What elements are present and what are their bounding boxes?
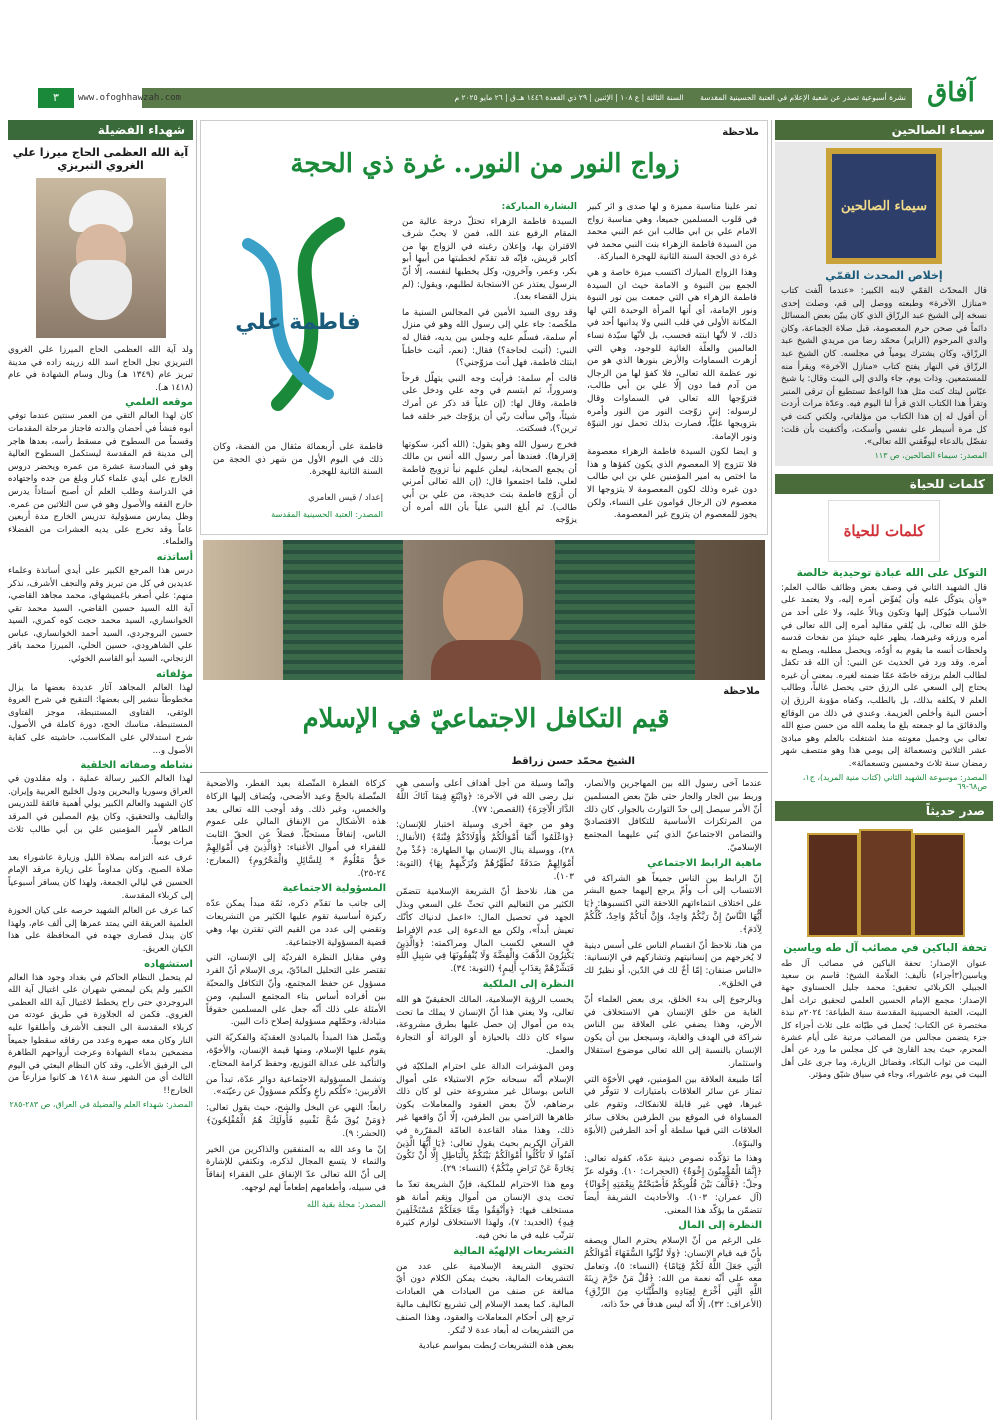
masthead bbox=[0, 0, 1000, 115]
section-header-book: صدر حديثاً bbox=[775, 801, 993, 821]
article2-divider bbox=[200, 772, 768, 773]
article2-c3-p3: وفي مقابل النظرة الفرديّة إلى الإنسان، التي تقتصر على التحليل المادّيّ، يرى الإسلام أنّ الفرد مسؤول عن حفظ المجتمع، وأنّ التكافل والمحبّة بين أفراده أساس بناء المجتمع السليم، ومن الأمثلة على ذلك أنّه جعل على المسلمين حقوقاً متبادلة، وحمّلهم مسؤولية إصلاح ذات البين. bbox=[206, 953, 386, 1028]
article2-c3-sub1: المسؤولية الاجتماعية bbox=[282, 883, 386, 895]
beard-icon bbox=[70, 260, 132, 320]
book-cover-icon bbox=[859, 829, 913, 937]
article2-c3-source: المصدر: مجلة بقية الله bbox=[306, 1198, 386, 1209]
article2-c1-sub1: ماهية الرابط الاجتماعي bbox=[647, 857, 762, 869]
page-number-badge: ٣ bbox=[38, 88, 74, 108]
martyr-portrait bbox=[36, 178, 166, 338]
siyma-source: المصدر: سيماء الصالحين، ص ١١٣ bbox=[874, 450, 987, 460]
martyr-source: المصدر: شهداء العلم والفضيلة في العراق، ص ٢٨٣-٢٨٥ bbox=[9, 1100, 193, 1110]
article2-c2-p5: ومن المؤشرات الدالة على احترام الملكيّة في الإسلام أنّه سبحانه حرّم الاستيلاء على أموال الناس بوسائل غير مشروعة حتى لو كان ذلك برضاهم، لأنّ بعض العقود والمعاملات يكون ظاهرها التراضي بين الطرفين، إلّا أنّ واقعها غير ذلك، وهذا مفاد القاعدة العامّة المقرّرة في القرآن الكريم بحيث يقول تعالى: ﴿يَا أَيُّهَا الَّذِينَ آمَنُوا لَا تَأْكُلُوا أَمْوَالَكُمْ بَيْنَكُمْ بِالْبَاطِلِ إِلَّا أَنْ تَكُونَ تِجَارَةً عَنْ تَرَاضٍ مِنْكُمْ﴾ (النساء: ٢٩). bbox=[396, 1061, 574, 1175]
martyr-p4: لهذا العالم الكبير رسالة عملية ، وله مقلدون في العراق وسوريا والبحرين ودول الخليج العربية وإيران. كان الشهيد والعالم الكبير يولي أهمية فائقة للتدريس والتأليف والتحقيق، وكان يؤم المصلين في المرقد الطاهر لأمير المؤمنين علي بن أبي طالب ثلاث مرات يومياً. bbox=[8, 774, 193, 848]
article2-c2-p3: من هنا، نلاحظ أنّ الشريعة الإسلامية تتضمّن الكثير من التعاليم التي تحثّ على السعي وبذل الجهد في تحصيل المال: «اعمل لدنياك كأنّك تعيش أبداً»، ولكن مع الدعوة إلى عدم الإفراط في السعي لكسب المال ومراكمته: ﴿وَالَّذِينَ يَكْنِزُونَ الذَّهَبَ وَالْفِضَّةَ وَلَا يُنْفِقُونَهَا فِي سَبِيلِ اللَّهِ فَبَشِّرْهُمْ بِعَذَابٍ أَلِيمٍ﴾ (التوبة: ٣٤). bbox=[396, 887, 574, 975]
book-cover-icon bbox=[913, 833, 965, 937]
article2-c3-p2: إلى جانب ما تقدّم ذكره، ثمّة مبدأ يمكن عدّه ركيزة أساسية تقوم عليها الكثير من التشريعات وتقضي إلى عدد من القيم التي تقترن بها، وهي قضية المسؤولية الاجتماعية. bbox=[206, 899, 386, 948]
martyr-sub-5: استشهاده bbox=[144, 958, 193, 970]
article-intro-p1: تمر علينا مناسبة مميزة و لها صدى و اثر كبير في قلوب المسلمين جميعا، وهي مناسبة زواج الامام علي بن ابي طالب ابن عم النبي محمد من السيدة فاطمة الزهراء بنت النبي محمد في غرة ذي الحجة السنة الثانية للهجرة المباركة. bbox=[587, 202, 757, 263]
article2-c1-p2: إنّ الرابط بين الناس جميعاً هو الشراكة في الانتساب إلى أب وأمّ يرجع إليهما جميع البشر على اختلاف انتماءاتهم اللاحقة التي اكتسبوها: ﴿يَا أَيُّهَا النَّاسُ إِنَّ رَبَّكُمْ وَاحِدٌ، وَإِنَّ أَبَاكُمْ وَاحِدٌ، كُلُّكُمْ لِآدَمَ﴾. bbox=[584, 873, 762, 935]
article2-label: ملاحظة bbox=[723, 686, 760, 697]
siyma-body: قال المحدّث القمّي لابنه الكبير: «عندما ألّفت كتاب «منازل الآخرة» وطبعته ووصل إلى قم، وصلت إحدى نسخه إلى الشيخ عبد الرزّاق الذي كان يبيّن بعض المسائل دائماً في صحن حرم المعصومة، قبل صلاة الجماعة، وكان والدي المرحوم (الزاير) محمّد رضا من مريدي الشيخ عبد الرزّاق، وكان يشترك يومياً في مجلسه. كان الشيخ عبد الرزّاق في النهار يفتح كتاب «منازل الآخرة» ويقرأ منه للمستمعين. وذات يوم، جاء والدي إلى البيت وقال: يا شيخ عبّاس ليتك كنت مثل هذا الواعظ تستطيع أن ترقى المنبر وتقرأ هذا الكتاب الذي قرأ لنا اليوم فيه. وعدّة مرات أردت أن أقول له إن هذا الكتاب من مؤلفاتي، ولكني كنت في كل مرة أسيطر على نفسي وأسكت، وأكتفيت بأن قلت: تفضّل بالدعاء ليوفّقني الله تعالى». bbox=[781, 286, 987, 448]
section-header-martyrs: شهداء الفضيلة bbox=[8, 120, 193, 140]
words-body: قال الشهيد الثاني في وصف بعض وظائف طالب العلم: «وأن يتوكّل عليه وأن يُفوِّض أمره إليه، ولا يعتمد على الأسباب فيُوكل إليها وتكون وبالاً عليه، ولا على أحد من خلق الله تعالى، بل يُلقي مقاليد أمره إلى الله تعالى في أمره ورزقه وغيرهما، يظهر عليه حينئذٍ من نفحات قدسه ولحظات أنسه ما يقوم به أوَدُه، ويحصل مطلبه، ويصلح به أمره. وقد ورد في الحديث عن النبي: أن الله قد تكفل لطالب العلم برزقه خاصّة عمّا ضمنه لغيره. بمعنى أن غيره يحتاج إلى السعي على الرزق حتى يحصل غالباً، وطالب العلم لا يكلفه بذلك، بل بالطلب، وكفاه مؤونة الرزق إن أحسن النية وأخلص العزيمة. وعندي في ذلك من الوقائع والدقائق ما لو جمعته بلغ ما يعلمه الله من حسن صنع الله تعالى بي وجميل معونته منذ اشتغلت بالعلم وهو مبادئ عشر الثلاثين وتسعمائة إلى يومي هذا وهو منتصف شهر رمضان سنة ثلاث وخمسين وتسعمائة». bbox=[781, 582, 987, 770]
martyr-sub-1: موقعه العلمي bbox=[125, 397, 193, 409]
article2-c3-p7: إنّ ما وعد الله به المنفقين والذاكرين من الخير والنماء لا يتسع المجال لذكره، ونكتفي للإشارة إلى أنّ الله تعالى عدّ الإنفاق على الفقراء إنفاقاً في سبيله، وأطعامهم إطعاماً لهم لوجهه. bbox=[206, 1144, 386, 1193]
words-box bbox=[775, 494, 993, 797]
column-rule bbox=[771, 120, 772, 1420]
martyr-sub-4: نشاطه وصفاته الخلقية bbox=[80, 760, 193, 772]
article-intro-p2: وهذا الزواج المبارك اكتسب ميزة خاصة و هي الجمع بين النبوة و الامامة حيث ان السيدة فاطمة الزهراء هي التي جمعت بين نور النبوة ونور الإمامة، أي أنها المرأة الوحيدة التي لها المكانة الأولى في قلب النبي ولا يدانيها أحد في ذلك، لا لأنّها ابنته فحسب، بل لأنّها سيّدة نساء العالمين والعلّة الغائية للوجود، وهي التي أزهرت السماوات والأرض بنورها الذي هو من نور عظمة الله تعالى، فلا كفؤ لها من الرجال من آدم فما دون إلّا علي بن أبي طالب، فتزوّجها الله تعالى في السماوات وقال لرسوله: إني زوّجت النور من النور وأمره بتزويجها عليّاً، فصارت بذلك تحمل نور النبوّة ونور الإمامة. bbox=[587, 267, 757, 442]
child-face bbox=[443, 560, 523, 650]
article-p7: فخرج رسول الله وهو يقول: (الله أكبر، سكوتها إقرارها). فعندها أمر رسول الله أنس بن مالك أن يجمع الصحابة، ليعلن عليهم نبأ تزويج فاطمة لعلي، فلما اجتمعوا قال: (إن الله تعالى أمرني أن أزوّج فاطمة بنت خديجة، من علي بن أبي طالب). ثم أبلغ النبي علياً بأن الله أمره أن يزوّجه bbox=[402, 439, 577, 526]
section-header-words: كلمات للحياة bbox=[775, 474, 993, 494]
calligraphy-svg bbox=[218, 204, 378, 434]
siyma-banner bbox=[826, 148, 942, 264]
calligraphy-text: فاطمة علي bbox=[235, 309, 361, 335]
right-column bbox=[775, 120, 993, 1420]
article2-c2-p4: يحسب الرؤية الإسلامية، المالك الحقيقيّ هو الله تعالى، ولا يعني هذا أنّ الإنسان لا يملك ما تحت يده من أموال إن حصل عليها بطرق مشروعة، سواء كان ذلك بالحيازة أو الوراثة أو التجارة والعمل. bbox=[396, 994, 574, 1056]
article2-c2-sub1: النظرة إلى الملكية bbox=[482, 978, 574, 990]
child-body bbox=[431, 640, 541, 680]
book-cover-icon bbox=[807, 833, 859, 937]
martyr-intro: ولد آية الله العظمى الحاج الميرزا علي الغروي التبريزي نجل الحاج اسد الله زرينه زاده في مدينة تبريز عام (١٣٤٩ هـ) ونال وسام الشهادة في عام (١٤١٨ هـ). bbox=[8, 345, 193, 393]
article-byline: إعداد / قيس العامري bbox=[308, 493, 383, 503]
article-intro-p3: و ايضا لكون السيدة فاطمة الزهراء معصومة فلا تتزوج إلا المعصوم الذي يكون كفؤها و هذا ما اختص به امير المؤمنين علي بن ابي طالب دون غيره وذلك لكون المعصومة لا يتزوجها الا معصوم لان الرجال قوامون على النساء، ولكن يجوز للمعصوم ان يتزوج غير المعصومة. bbox=[587, 447, 757, 521]
book-body: عنوان الإصدار: تحفة الباكين في مصائب آل طه وياسين(٣أجزاء) تأليف: العلّامة الشيخ: قاسم بن سعيد الجبيلي الكربلائي تحقيق: محمد جليل الحسناوي جهة الإصدار: مجمع الإمام الحسين العلمي لتحقيق تراث أهل البيت، العتبة الحسينية المقدسة سنة الطباعة: ٢٠٢٤م نبذة مختصرة عن الكتاب: يُحمل في طيّاته على ثلاث أجزاء كل جزء يتضمن مجالس من المصائب مرتبة على أيام عشرة المحرم، حيث يجد القارئ في كل مجلس ما ورد عن أهل البيت من ثواب البكاء، وفضائل الزيارة، وما جرى على أهل البيت في يوم عاشوراء، وجاء في سياق شيّق ومؤثر. bbox=[781, 957, 987, 1080]
article2-c1-p1: عندما آخى رسول الله بين المهاجرين والأنصار، وربط بين الجار والجار حتى ظنّ بعض المسلمين أنّ الأمر سيصل إلى حدّ التوارث بالجوار، كان ذلك من المرتكزات الأساسية للتكافل الاقتصاديّ والتضامن الاجتماعيّ الذي بُني عليهما المجتمع الإسلاميّ. bbox=[584, 779, 762, 853]
masthead-issue-info: السنة الثالثة | ع ١٠٨ | الإثنين | ٢٩ ذي القعدة ١٤٤٦ هـ.ق | ٢٦ مايو ٢٠٢٥ م bbox=[454, 93, 684, 102]
article2-c1-p7: على الرغم من أنّ الإسلام يحترم المال ويصفه بأنّ فيه قيام الإنسان: ﴿وَلَا تُؤْتُوا السُّفَهَاءَ أَمْوَالَكُمُ الَّتِي جَعَلَ اللَّهُ لَكُمْ قِيَامًا﴾ (النساء: ٥)، وتعامل معه على أنّه نعمة من الله: ﴿قُلْ مَنْ حَرَّمَ زِينَةَ اللَّهِ الَّتِي أَخْرَجَ لِعِبَادِهِ وَالطَّيِّبَاتِ مِنَ الرِّزْقِ﴾ (الأعراف: ٣٢)، إلّا أنّه ليس هدفاً في حدّ ذاته، bbox=[584, 1236, 762, 1311]
article2-title: قيم التكافل الاجتماعيّ في الإسلام bbox=[302, 704, 670, 734]
article2-c1-p5: أمّا طبيعة العلاقة بين المؤمنين، فهي الأخوّة التي تمتاز عن سائر العلاقات بامتيازات لا تتوفّر في غيرها، فهي غير قابلة للانفكاك، وتقوم على المساواة في الموقع بين الطرفين بخلاف سائر العلاقات التي فيها سلطة أو أحد الطرفين (الأبوّة والبنوّة). bbox=[584, 1074, 762, 1149]
column-rule bbox=[196, 120, 197, 1420]
words-logo-text: كلمات للحياة bbox=[843, 521, 925, 540]
article2-c2-sub2: التشريعات الإلهيّة المالية bbox=[453, 1245, 574, 1257]
article2-c3-p5: وتشمل المسؤولية الاجتماعية دوائر عدّة، تبدأ من الأقربين: «كلّكم راعٍ وكلّكم مسؤولٌ عن رعيّته». bbox=[206, 1074, 386, 1098]
article2-c1-sub2: النظرة إلى المال bbox=[678, 1220, 762, 1232]
article-p8: فاطمة على أربعمائة مثقال من الفضة، وكان ذلك في اليوم الأول من شهر ذي الحجة من السنة الثانية للهجرة. bbox=[213, 442, 383, 478]
martyr-p7: لم يتحمل النظام الحاكم في بغداد وجود هذا العالم الكبير ولم يكن ليمضي شهران على اغتيال آية الله البروجردي حتى راح يخطط لاغتيال آية الله العظمى الغروي. فكمن له الجلاوزة في طريق عودته من كربلاء المقدسة الى النجف الأشرف وأطلقوا عليه النار وكان معه صهره وعدد من رفاقه سقطوا جميعاً مضمخين بدماء الشهادة وعرجت أرواحهم الطاهرة الى الرفيق الأعلى، وقد كان النظام البعثي في اليوم الثالث أي من الشهر سنة ١٤١٨ هـ كانوا مزارعاً من الخارج!! bbox=[8, 972, 193, 1096]
siyma-banner-text: سيماء الصالحين bbox=[841, 198, 927, 214]
article2-col1 bbox=[584, 778, 762, 1418]
left-column bbox=[8, 120, 193, 1420]
article2-c2-p2: وهو من جهة أخرى وسيلة اختبار للإنسان: ﴿وَاعْلَمُوا أَنَّمَا أَمْوَالُكُمْ وَأَوْلَادُكُمْ فِتْنَةٌ﴾ (الأنفال: ٢٨)، ووسيلة ينال الإنسان بها الطهارة: ﴿خُذْ مِنْ أَمْوَالِهِمْ صَدَقَةً تُطَهِّرُهُمْ وَتُزَكِّيهِمْ بِهَا﴾ (التوبة: ١٠٣). bbox=[396, 820, 574, 882]
child-photo bbox=[203, 540, 765, 680]
martyr-p3: لهذا العالم المجاهد آثار عديدة بعضها ما يزال مخطوطاً ننشير إلى بعضها: التنقيح في شرح العروة الوثقى، الفتاوى المستنبطة، موجز الفتاوى المستنبطة، مناسك الحج، دورة كاملة في الأصول، شرح استدلالي على المكاسب، حاشيته على كفاية الأصول و... bbox=[8, 682, 193, 756]
martyr-p6: كما عرف عن العالم الشهيد حرصه على كيان الحوزة العلمية العريقة التي يمتد عمرها إلى ألف عام، ولهذا كان يبذل قصارى جهده في المحافظة على هذا الكيان العريق. bbox=[8, 906, 193, 954]
article2-col3 bbox=[206, 778, 386, 1418]
martyr-p1: كان لهذا العالم التقي من العمر سنتين عندما توفي أبوه فنشأ في أحضان والدته فاجتاز مرحلة المقدمات وقسماً من السطوح في مسقط رأسه، بعدها هاجر إلى مدينة قم المقدسة ليستكمل السطوح العالية وهو في السادسة عشرة من عمره ويحضر دروس الخارج على أيدي علماء كبار وبلغ من جده واجتهاده في الدراسة وطلب العلم أن أصبح أستاذاً يدرس خارج الفقه والأصول وهو في سن الثلاثين من عمره. وظل يمارس مسؤولية تدريس الخارج مدة أربعين عاماً وقد تخرج على يديه العشرات من الفضلاء والعلماء. bbox=[8, 411, 193, 548]
siyma-subtitle: إخلاص المحدث القمّي bbox=[825, 269, 943, 282]
article-sub-bushra: البشارة المباركة: bbox=[501, 202, 577, 212]
article2-c1-p3: من هنا، نلاحظ أنّ انقسام الناس على أسس دينية لا يُخرجهم من إنسانيتهم وتشاركهم في الإنسانية: «الناس صنفان: إمّا أخٌ لك في الدّين، أو نظيرٌ لك في الخلق». bbox=[584, 940, 762, 989]
article-intro bbox=[587, 201, 757, 531]
article-title: زواج النور من النور.. غرة ذي الحجة bbox=[290, 149, 680, 179]
martyr-p2: درس هذا المرجع الكبير على أيدي أساتذة وعلماء عديدين في كل من تبريز وقم والنجف الأشرف، نذكر منهم: علي أصغر باغميشهاي، محمد مجاهد القاضي، آية الله السيد حسين القاضي، السيد محمد تقي الخوانساري، السيد محمد حجت كوه كمري، السيد حسين البروجردي، السيد أحمد الخوانساري، عباس علي الشاهرودي، حسين الحلي، الميرزا محمد باقر الزنجاني، السيد أبو القاسم الخوئي. bbox=[8, 565, 193, 665]
article-solidarity bbox=[200, 684, 768, 1422]
article2-c2-p7: تحتوي الشريعة الإسلامية على عدد من التشريعات المالية، بحيث يمكن الكلام دون أيّ مبالغة عن صنف من العبادات هي العبادات المالية. كما يعمد الإسلام إلى تشريع تكاليف مالية ترجع إلى أحكام المعاملات والعقود، وهذا الصنف من التشريعات له أبعاد عدة لا تُنكر. bbox=[396, 1261, 574, 1336]
words-title: التوكل على الله عبادة توحيدية خالصة bbox=[796, 566, 987, 579]
book-title: تحفة الباكين في مصائب آل طه وياسين bbox=[783, 941, 987, 954]
book-covers bbox=[799, 827, 969, 937]
window-shutters bbox=[283, 540, 403, 680]
article2-c3-p1: كزكاة الفطرة المتّصلة بعيد الفطر، والأضحية المتّصلة بالحجّ وعيد الأضحى، ويُضاف إليها الزكاة والخمس، وغير ذلك. وقد أوجب الله تعالى بعد هذه الأشكال من الإنفاق المالي على عموم الناس، إنفاقاً مستحبّاً، فضلاً عن الحقّ الثابت للفقراء في أموال الأغنياء: ﴿وَالَّذِينَ فِي أَمْوَالِهِمْ حَقٌّ مَعْلُومٌ * لِلسَّائِلِ وَالْمَحْرُومِ﴾ (المعارج: ٢٤-٢٥). bbox=[206, 779, 386, 879]
martyr-sub-2: أساتذته bbox=[156, 551, 193, 563]
book-box bbox=[775, 821, 993, 1087]
masthead-tagline: نشرة أسبوعية تصدر عن شعبة الإعلام في العتبة الحسينية المقدسة bbox=[700, 93, 906, 102]
article2-c2-p8: بعض هذه التشريعات رُبطت بمواسم عبادية bbox=[418, 1341, 574, 1352]
article-p4: السيدة فاطمة الزهراء تحتلّ درجة عالية من المقام الرفيع عند الله، فمن لا يحبّ شرف الاقتران بها، وإعلان رغبته في الزواج بها من أكابر قريش، فإنّه قد تقدّم لخطبتها من أبيها أبو بكر، وعمر، وآخرون، وكل يخطبها لنفسه، إلّا أنّ الرسول يعتذر عن الاستجابة لطلبهم، ويقول: (لم ينزل القضاء بعد). bbox=[402, 216, 577, 303]
martyr-sub-3: مؤلفاته bbox=[156, 668, 193, 680]
article-marriage bbox=[200, 120, 768, 535]
website-url[interactable]: www.ofoghhawzah.com bbox=[78, 93, 181, 103]
article-body-col2 bbox=[402, 201, 577, 531]
article2-c3-p6: رابعاً: النهي عن البخل والشح، حيث يقول تعالى: ﴿وَمَنْ يُوقَ شُحَّ نَفْسِهِ فَأُولَئِكَ هُمُ الْمُفْلِحُونَ﴾ (الحشر: ٩). bbox=[206, 1103, 386, 1139]
masthead-bar bbox=[142, 88, 912, 108]
article-p6: قالت أم سلمة: فرأيت وجه النبي يتهلّل فرحاً وسروراً، ثم ابتسم في وجه علي ودخل على فاطمة، وقال لها: (إن علياً قد ذكر عن أمرك شيئاً، وإنّي سألت ربّي أن يزوّجك خير خلقه فما ترين؟)، فسكتت. bbox=[402, 373, 577, 435]
article-p5: وقد روى السيد الأمين في المجالس السنية ما ملخّصه: جاء علي إلى رسول الله وهو في منزل أم سلمة، فسلّم عليه وجلس بين يديه، فقال له النبي: (أتيت لحاجة؟) فقال: (نعم، أتيت خاطباً ابنتك فاطمة، فهل أنت مزوّجني؟) bbox=[402, 307, 577, 369]
article2-c3-p4: ويتّصل هذا المبدأ بالمبادئ العقديّة والفكريّة التي يقوم عليها الإسلام، ومنها قيمة الإنسان، والأخوّة، والتأكيد على عدالة التوزيع، وحفظ كرامة المحتاج. bbox=[206, 1033, 386, 1069]
siyma-box bbox=[775, 142, 993, 466]
article2-c1-p4: وبالرجوع إلى بدء الخلق، يرى بعض العلماء أنّ الغاية من خلق الإنسان هي الاستخلاف في الأرض، وهذا يضفي على العلاقة بين الناس شراكة في الهدف والغاية، وسيجعل بين أن يكون الإنسان بالنسبة إلى الله تعالى موضوع استقلال واستثمار. bbox=[584, 994, 762, 1069]
article2-author: الشيخ محمّد حسن زراقط bbox=[511, 756, 635, 767]
words-logo bbox=[828, 500, 940, 562]
section-header-siyma: سيماء الصالحين bbox=[775, 120, 993, 140]
article2-c2-p1: وإنّما وسيلة من أجل أهداف أعلى وأسمى هي نيل رضى الله في الآخرة: ﴿وَابْتَغِ فِيمَا آتَاكَ اللَّهُ الدَّارَ الْآخِرَةَ﴾ (القصص: ٧٧). bbox=[396, 779, 574, 815]
masthead-logo: آفاق bbox=[927, 78, 975, 108]
article-source: المصدر: العتبة الحسينية المقدسة bbox=[271, 509, 383, 519]
window-shutters bbox=[555, 540, 695, 680]
article-label: ملاحظة bbox=[722, 127, 759, 138]
words-source: المصدر: موسوعة الشهيد الثاني (كتاب منية المريد)، ج١، ص٦٨-٦٩ bbox=[802, 772, 987, 791]
article2-c2-p6: ومع هذا الاحترام للملكية، فإنّ الشريعة تعدّ ما تحت يدي الإنسان من أموال ونِعَم أمانة هو مستخلف فيها: ﴿وَأَنْفِقُوا مِمَّا جَعَلَكُمْ مُسْتَخْلَفِينَ فِيهِ﴾ (الحديد: ٧)، ولهذا الاستخلاف لوازم كثيرة تترتّب عليه في ما نحن فيه. bbox=[396, 1179, 574, 1242]
article2-col2 bbox=[396, 778, 574, 1418]
calligraphy-art bbox=[213, 201, 383, 436]
article2-c1-p6: وهذا ما تؤكّده نصوص دينية عدّة، كقوله تعالى: ﴿إِنَّمَا الْمُؤْمِنُونَ إِخْوَةٌ﴾ (الحجرات: ١٠). وقوله عزّ وجلّ: ﴿فَأَلَّفَ بَيْنَ قُلُوبِكُمْ فَأَصْبَحْتُمْ بِنِعْمَتِهِ إِخْوَانًا﴾ (آل عمران: ١٠٣). والأحاديث الشريفة أيضاً تتضمّن ما يؤكّد هذا المعنى. bbox=[584, 1154, 762, 1216]
martyr-p5: عرف عنه التزامه بصلاة الليل وزيارة عاشوراء بعد صلاة الصبح، وكان مداوماً على زيارة مرقد الإمام الحسين في ليالي الجمعة، ولهذا كان يسافر أسبوعياً إلى كربلاء المقدسة. bbox=[8, 852, 193, 901]
martyr-name: آية الله العظمى الحاج ميرزا علي الغروي التبريزي bbox=[12, 146, 189, 172]
